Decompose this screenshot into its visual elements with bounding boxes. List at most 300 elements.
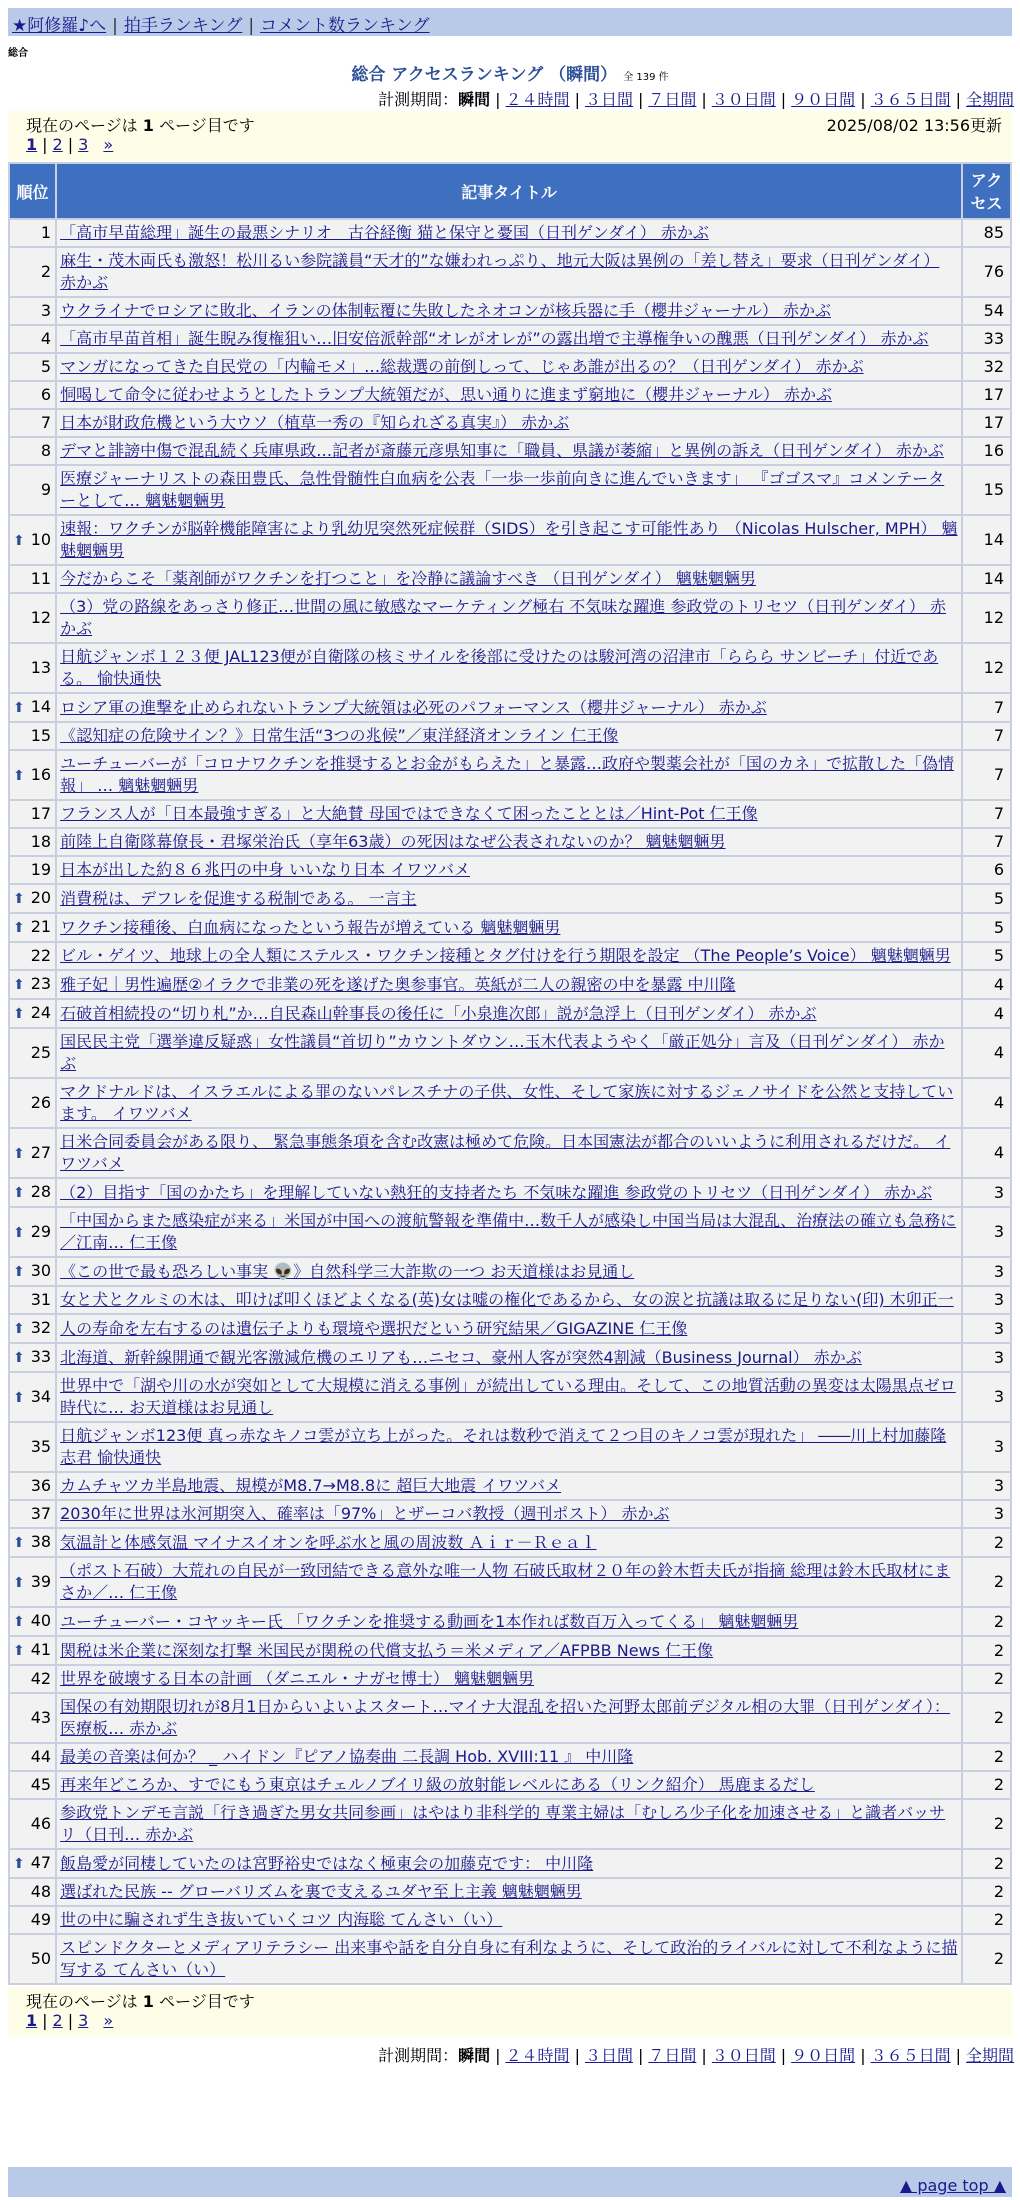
table-row	[10, 885, 1010, 912]
rank-number: 4	[40, 329, 52, 348]
rank-number: 9	[40, 480, 52, 499]
title-cell	[57, 1529, 961, 1556]
title-header: 記事タイトル	[57, 164, 961, 218]
table-row	[10, 751, 1010, 799]
title-cell	[57, 1179, 961, 1206]
table-row	[10, 1744, 1010, 1770]
table-row	[10, 248, 1010, 296]
page-title	[0, 60, 1020, 85]
page-status: 現在のページは 1 ページ目です	[26, 116, 255, 135]
access-count: 17	[963, 382, 1010, 408]
article-link[interactable]: 「中国からまた感染症が来る」米国が中国への渡航警報を準備中…数千人が感染し中国当局は大混乱、治療法の確立も急務に／江南… 仁王像	[60, 1211, 957, 1252]
period-link-all[interactable]: 全期間	[965, 90, 1014, 109]
table-row	[10, 829, 1010, 855]
article-link[interactable]: 消費税は、デフレを促進する税制である。 一言主	[60, 888, 417, 908]
rank-number: 25	[30, 1043, 52, 1062]
article-link[interactable]: 日航ジャンボ123便 真っ赤なキノコ雲が立ち上がった。それは数秒で消えて２つ目のキノコ雲が現れた」 ――川上村加藤隆志君 愉快通快	[60, 1426, 947, 1467]
rank-number: 48	[30, 1882, 52, 1901]
home-link[interactable]: ★阿修羅♪へ	[12, 16, 107, 36]
rank-cell	[10, 1907, 55, 1933]
article-link[interactable]: 《認知症の危険サイン？》日常生活“3つの兆候”／東洋経済オンライン 仁王像	[60, 726, 619, 745]
rank-number: 16	[30, 764, 52, 784]
rank-number: 34	[30, 1386, 52, 1406]
access-count: 7	[963, 723, 1010, 749]
title-cell	[57, 857, 961, 883]
up-arrow-icon: ⬆	[13, 1535, 25, 1551]
access-count: 2	[963, 1666, 1010, 1692]
rank-number: 33	[30, 1347, 52, 1366]
rank-cell	[10, 1558, 55, 1606]
title-cell	[57, 410, 961, 436]
period-link-7d[interactable]: ７日間	[648, 90, 697, 109]
title-cell	[57, 694, 961, 721]
rank-number: 45	[30, 1775, 52, 1794]
rank-number: 20	[30, 888, 52, 907]
article-link[interactable]: ワクチン接種後、白血病になったという報告が増えている 魑魅魍魎男	[60, 917, 561, 937]
access-count: 5	[963, 914, 1010, 941]
title-cell	[57, 723, 961, 749]
rank-cell	[10, 751, 55, 799]
title-cell	[57, 566, 961, 592]
rank-cell	[10, 1473, 55, 1499]
title-cell	[57, 438, 961, 464]
rank-cell	[10, 354, 55, 380]
rank-number: 10	[30, 529, 52, 549]
rank-number: 17	[30, 804, 52, 823]
access-count: 2	[963, 1772, 1010, 1798]
rank-number: 5	[40, 357, 52, 376]
access-count: 7	[963, 694, 1010, 721]
up-arrow-icon: ⬆	[13, 891, 25, 907]
period-link-3d[interactable]: ３日間	[584, 90, 633, 109]
page-link-2[interactable]: 2	[52, 2011, 63, 2030]
rank-cell	[10, 298, 55, 324]
up-arrow-icon: ⬆	[13, 1389, 25, 1406]
page-links: 1 | 2 | 3 »	[26, 135, 114, 154]
article-link[interactable]: 《この世で最も恐ろしい事実 👽》自然科学三大詐欺の一つ お天道様はお見通し	[60, 1261, 635, 1281]
rank-number: 37	[30, 1504, 52, 1523]
table-row	[10, 1879, 1010, 1905]
article-link[interactable]: 恫喝して命令に従わせようとしたトランプ大統領だが、思い通りに進まず窮地に（櫻井ジャーナル） 赤かぶ	[60, 385, 833, 404]
access-count: 2	[963, 1694, 1010, 1742]
table-row	[10, 1529, 1010, 1556]
access-count: 3	[963, 1501, 1010, 1527]
rank-number: 2	[40, 262, 52, 281]
rank-number: 18	[30, 832, 52, 851]
section-label: 総合	[8, 48, 28, 59]
rank-number: 36	[30, 1476, 52, 1495]
title-cell	[57, 1501, 961, 1527]
article-link[interactable]: 女と犬とクルミの木は、叩けば叩くほどよくなる(英)女は嘘の権化であるから、女の涙と抗議は取るに足りない(印) 木卯正一	[60, 1290, 954, 1309]
article-link[interactable]: 日本が出した約８６兆円の中身 いいなり日本 イワツバメ	[60, 860, 470, 879]
rank-cell	[10, 1637, 55, 1664]
rank-cell	[10, 1666, 55, 1692]
table-row	[10, 1907, 1010, 1933]
access-count: 32	[963, 354, 1010, 380]
rank-cell	[10, 1079, 55, 1127]
table-row	[10, 1501, 1010, 1527]
title-cell	[57, 1935, 961, 1983]
table-row	[10, 1000, 1010, 1027]
article-link[interactable]: 選ばれた民族 -- グローバリズムを裏で支えるユダヤ至上主義 魑魅魍魎男	[60, 1882, 582, 1901]
access-count: 85	[963, 220, 1010, 246]
table-row	[10, 914, 1010, 941]
table-row	[10, 354, 1010, 380]
table-row	[10, 1423, 1010, 1471]
article-link[interactable]: 国保の有効期限切れが8月1日からいよいよスタート…マイナ大混乱を招いた河野太郎前デジタル相の大罪（日刊ゲンダイ）：医療板… 赤かぶ	[60, 1697, 950, 1738]
page-top-link[interactable]: ▲ page top ▲	[899, 2176, 1006, 2195]
access-count: 2	[963, 1907, 1010, 1933]
table-row	[10, 1129, 1010, 1177]
article-link[interactable]: 雅子妃｜男性遍歴②イラクで非業の死を遂げた奥参事官。英紙が二人の親密の中を暴露 中川隆	[60, 974, 736, 994]
page-link-1[interactable]: 1	[26, 135, 38, 154]
article-link[interactable]: マンガになってきた自民党の「内輪モメ」…総裁選の前倒しって、じゃあ誰が出るの？（日刊ゲンダイ） 赤かぶ	[60, 357, 864, 376]
rank-cell	[10, 438, 55, 464]
title-cell	[57, 1800, 961, 1848]
title-cell	[57, 1423, 961, 1471]
clap-ranking-link[interactable]: 拍手ランキング	[123, 16, 243, 36]
title-cell	[57, 466, 961, 514]
article-link[interactable]: ビル・ゲイツ、地球上の全人類にステルス・ワクチン接種とタグ付けを行う期限を設定 （The People’s Voice） 魑魅魍魎男	[60, 946, 951, 965]
rank-number: 13	[30, 658, 52, 677]
table-row	[10, 971, 1010, 998]
period-link-all[interactable]: 全期間	[965, 2046, 1014, 2065]
article-link[interactable]: （ポスト石破）大荒れの自民が一致団結できる意外な唯一人物 石破氏取材２０年の鈴木哲夫氏が指摘 総理は鈴木氏取材にまさか／… 仁王像	[60, 1561, 951, 1602]
article-link[interactable]: ユーチューバーが「コロナワクチンを推奨するとお金がもらえた」と暴露…政府や製薬会社が「国のカネ」で拡散した「偽情報」 … 魑魅魍魎男	[60, 754, 955, 795]
access-count: 5	[963, 885, 1010, 912]
table-row	[10, 1666, 1010, 1692]
rank-number: 46	[30, 1814, 52, 1833]
up-arrow-icon: ⬆	[13, 700, 25, 716]
title-cell	[57, 1637, 961, 1664]
rank-number: 22	[30, 946, 52, 965]
title-cell	[57, 1208, 961, 1256]
access-count: 4	[963, 1129, 1010, 1177]
divider: |	[248, 16, 255, 36]
rank-number: 44	[30, 1747, 52, 1766]
access-count: 76	[963, 248, 1010, 296]
up-arrow-icon: ⬆	[13, 977, 25, 993]
footer-bar	[8, 2167, 1012, 2197]
pagination-box-top	[8, 111, 1012, 161]
article-link[interactable]: 麻生・茂木両氏も激怒！松川るい参院議員“天才的”な嫌われっぷり、地元大阪は異例の「差し替え」要求（日刊ゲンダイ） 赤かぶ	[60, 251, 940, 292]
up-arrow-icon: ⬆	[13, 1574, 25, 1591]
period-link-3d[interactable]: ３日間	[584, 2046, 633, 2065]
article-link[interactable]: 気温計と体感気温 マイナスイオンを呼ぶ水と風の周波数 Ａｉｒ－Ｒｅａｌ	[60, 1532, 597, 1552]
table-row	[10, 1772, 1010, 1798]
article-link[interactable]: 前陸上自衛隊幕僚長・君塚栄治氏（享年63歳）の死因はなぜ公表されないのか？ 魑魅魍魎男	[60, 832, 726, 851]
article-link[interactable]: スピンドクターとメディアリテラシー 出来事や話を自分自身に有利なように、そして政治的ライバルに対して不利なように描写する てんさい（い）	[60, 1938, 958, 1979]
period-link-30d[interactable]: ３０日間	[711, 2046, 776, 2065]
rank-number: 6	[40, 385, 52, 404]
rank-number: 1	[40, 223, 52, 242]
title-cell	[57, 971, 961, 998]
table-row	[10, 1344, 1010, 1371]
article-link[interactable]: （3）党の路線をあっさり修正…世間の風に敏感なマーケティング極右 不気味な躍進 参政党のトリセツ（日刊ゲンダイ） 赤かぶ	[60, 597, 947, 638]
article-link[interactable]: 石破首相続投の“切り札”か…自民森山幹事長の後任に「小泉進次郎」説が急浮上（日刊ゲンダイ） 赤かぶ	[60, 1003, 817, 1023]
article-link[interactable]: 世界中で「湖や川の水が突如として大規模に消える事例」が続出している理由。そして、この地質活動の異変は太陽黒点ゼロ時代に… お天道様はお見通し	[60, 1376, 956, 1417]
table-row	[10, 1208, 1010, 1256]
rank-cell	[10, 1208, 55, 1256]
rank-number: 49	[30, 1910, 52, 1929]
access-count: 3	[963, 1473, 1010, 1499]
up-arrow-icon: ⬆	[13, 1145, 25, 1162]
title-cell	[57, 1879, 961, 1905]
table-row	[10, 1029, 1010, 1077]
title-cell	[57, 1608, 961, 1635]
title-cell	[57, 1558, 961, 1606]
table-row	[10, 516, 1010, 564]
up-arrow-icon: ⬆	[13, 1264, 25, 1280]
title-cell	[57, 1666, 961, 1692]
period-link-30d[interactable]: ３０日間	[711, 90, 776, 109]
rank-number: 11	[30, 569, 52, 588]
access-count: 16	[963, 438, 1010, 464]
rank-cell	[10, 914, 55, 941]
rank-cell	[10, 1258, 55, 1285]
table-row	[10, 943, 1010, 969]
article-link[interactable]: （2）目指す「国のかたち」を理解していない熱狂的支持者たち 不気味な躍進 参政党のトリセツ（日刊ゲンダイ） 赤かぶ	[60, 1182, 933, 1202]
table-row	[10, 1608, 1010, 1635]
period-link-24h[interactable]: ２４時間	[505, 90, 570, 109]
rank-cell	[10, 1744, 55, 1770]
rank-cell	[10, 326, 55, 352]
rank-cell	[10, 943, 55, 969]
up-arrow-icon: ⬆	[13, 1350, 25, 1366]
table-row	[10, 1558, 1010, 1606]
title-cell	[57, 298, 961, 324]
page-link-2[interactable]: 2	[52, 135, 63, 154]
title-cell	[57, 1850, 961, 1877]
rank-cell	[10, 1501, 55, 1527]
rank-number: 31	[30, 1290, 52, 1309]
up-arrow-icon: ⬆	[13, 920, 25, 936]
rank-cell	[10, 1029, 55, 1077]
period-selector-bottom: 計測期間：瞬間 | ２４時間 | ３日間 | ７日間 | ３０日間 | ９０日間 | ３６５日間 | 全期間	[378, 2046, 1014, 2065]
article-link[interactable]: 再来年どころか、すでにもう東京はチェルノブイリ級の放射能レベルにある（リンク紹介） 馬鹿まるだし	[60, 1775, 815, 1794]
access-count: 2	[963, 1608, 1010, 1635]
article-link[interactable]: 世界を破壊する日本の計画 （ダニエル・ナガセ博士） 魑魅魍魎男	[60, 1669, 534, 1688]
access-count: 6	[963, 857, 1010, 883]
access-count: 3	[963, 1315, 1010, 1342]
article-link[interactable]: 参政党トンデモ言説「行き過ぎた男女共同参画」はやはり非科学的 専業主婦は「むしろ少子化を加速させる」と識者バッサリ（日刊… 赤かぶ	[60, 1803, 946, 1844]
rank-number: 41	[30, 1640, 52, 1659]
table-row	[10, 1258, 1010, 1285]
rank-cell	[10, 1373, 55, 1421]
title-cell	[57, 1287, 961, 1313]
rank-cell	[10, 1772, 55, 1798]
access-count: 2	[963, 1935, 1010, 1983]
table-row	[10, 1850, 1010, 1877]
access-count: 14	[963, 566, 1010, 592]
rank-cell	[10, 1423, 55, 1471]
table-row	[10, 466, 1010, 514]
rank-cell	[10, 566, 55, 592]
title-cell	[57, 1344, 961, 1371]
article-link[interactable]: 日本が財政危機という大ウソ（植草一秀の『知られざる真実』） 赤かぶ	[60, 413, 570, 432]
rank-number: 30	[30, 1261, 52, 1280]
rank-cell	[10, 644, 55, 692]
period-link-90d[interactable]: ９０日間	[791, 2046, 856, 2065]
table-row	[10, 382, 1010, 408]
up-arrow-icon: ⬆	[13, 1224, 25, 1241]
rank-number: 21	[30, 917, 52, 936]
page-link-1[interactable]: 1	[26, 2011, 38, 2030]
page-links: 1 | 2 | 3 »	[26, 2011, 114, 2030]
up-arrow-icon: ⬆	[13, 532, 25, 549]
title-cell	[57, 801, 961, 827]
article-link[interactable]: 「高市早苗首相」誕生睨み復権狙い…旧安倍派幹部“オレがオレが”の露出増で主導権争いの醜悪（日刊ゲンダイ） 赤かぶ	[60, 329, 929, 348]
table-row	[10, 1800, 1010, 1848]
article-link[interactable]: カムチャツカ半島地震、規模がM8.7→M8.8に 超巨大地震 イワツバメ	[60, 1476, 562, 1495]
article-link[interactable]: 世の中に騙されず生き抜いていくコツ 内海聡 てんさい（い）	[60, 1910, 503, 1929]
access-count: 5	[963, 943, 1010, 969]
rank-cell	[10, 1800, 55, 1848]
rank-cell	[10, 1179, 55, 1206]
title-cell	[57, 1772, 961, 1798]
rank-cell	[10, 885, 55, 912]
period-link-365d[interactable]: ３６５日間	[870, 90, 951, 109]
table-row	[10, 298, 1010, 324]
table-row	[10, 566, 1010, 592]
up-arrow-icon: ⬆	[13, 1643, 25, 1659]
next-page-link[interactable]: »	[103, 135, 114, 154]
article-link[interactable]: デマと誹謗中傷で混乱続く兵庫県政…記者が斎藤元彦県知事に「職員、県議が萎縮」と異例の訴え（日刊ゲンダイ） 赤かぶ	[60, 441, 944, 460]
page-link-3[interactable]: 3	[78, 2011, 89, 2030]
up-arrow-icon: ⬆	[13, 1321, 25, 1337]
rank-number: 19	[30, 860, 52, 879]
article-link[interactable]: マクドナルドは、イスラエルによる罪のないパレスチナの子供、女性、そして家族に対するジェノサイドを公然と支持しています。 イワツバメ	[60, 1082, 954, 1123]
table-row	[10, 1694, 1010, 1742]
table-row	[10, 594, 1010, 642]
rank-cell	[10, 1879, 55, 1905]
rank-cell	[10, 382, 55, 408]
access-count: 2	[963, 1879, 1010, 1905]
up-arrow-icon: ⬆	[13, 1006, 25, 1022]
title-cell	[57, 914, 961, 941]
article-link[interactable]: 飯島愛が同棲していたのは宮野裕史ではなく極東会の加藤克です： 中川隆	[60, 1853, 594, 1873]
page-link-3[interactable]: 3	[78, 135, 89, 154]
table-row	[10, 1079, 1010, 1127]
article-link[interactable]: 人の寿命を左右するのは遺伝子よりも環境や選択だという研究結果／GIGAZINE 仁王像	[60, 1318, 688, 1338]
rank-number: 15	[30, 726, 52, 745]
title-cell	[57, 1694, 961, 1742]
period-link-365d[interactable]: ３６５日間	[870, 2046, 951, 2065]
article-link[interactable]: 2030年に世界は氷河期突入、確率は「97%」とザーコバ教授（週刊ポスト） 赤かぶ	[60, 1504, 670, 1523]
rank-cell	[10, 1694, 55, 1742]
access-count: 3	[963, 1179, 1010, 1206]
rank-cell	[10, 1129, 55, 1177]
article-link[interactable]: ウクライナでロシアに敗北、イランの体制転覆に失敗したネオコンが核兵器に手（櫻井ジャーナル） 赤かぶ	[60, 301, 831, 320]
rank-number: 24	[30, 1003, 52, 1022]
rank-number: 23	[30, 974, 52, 993]
title-cell	[57, 1473, 961, 1499]
title-cell	[57, 1079, 961, 1127]
comment-ranking-link[interactable]: コメント数ランキング	[260, 16, 430, 36]
period-link-24h[interactable]: ２４時間	[505, 2046, 570, 2065]
table-row	[10, 694, 1010, 721]
title-cell	[57, 248, 961, 296]
title-cell	[57, 516, 961, 564]
table-row	[10, 1373, 1010, 1421]
article-link[interactable]: 医療ジャーナリストの森田豊氏、急性骨髄性白血病を公表「一歩一歩前向きに進んでいきます」 『ゴゴスマ』コメンテーターとして… 魑魅魍魎男	[60, 469, 945, 510]
rank-number: 29	[30, 1221, 52, 1241]
article-link[interactable]: 「高市早苗総理」誕生の最悪シナリオ 古谷経衡 猫と保守と憂国（日刊ゲンダイ） 赤かぶ	[60, 223, 709, 242]
up-arrow-icon: ⬆	[13, 1185, 25, 1201]
title-cell	[57, 943, 961, 969]
rank-number: 26	[30, 1093, 52, 1112]
table-row	[10, 1315, 1010, 1342]
article-link[interactable]: 国民民主党「選挙違反疑惑」女性議員“首切り”カウントダウン…玉木代表ようやく「厳正処分」言及（日刊ゲンダイ） 赤かぶ	[60, 1032, 945, 1073]
rank-cell	[10, 594, 55, 642]
access-count: 7	[963, 829, 1010, 855]
article-link[interactable]: 速報：ワクチンが脳幹機能障害により乳幼児突然死症候群（SIDS）を引き起こす可能性あり （Nicolas Hulscher, MPH） 魑魅魍魎男	[60, 519, 958, 560]
title-cell	[57, 1258, 961, 1285]
access-count: 14	[963, 516, 1010, 564]
rank-cell	[10, 1315, 55, 1342]
table-row	[10, 1473, 1010, 1499]
access-count: 3	[963, 1423, 1010, 1471]
rank-cell	[10, 516, 55, 564]
article-link[interactable]: 日航ジャンボ１２３便 JAL123便が自衛隊の核ミサイルを後部に受けたのは駿河湾の沼津市「ららら サンビーチ」付近である。 愉快通快	[60, 647, 939, 688]
title-cell	[57, 1744, 961, 1770]
article-link[interactable]: ロシア軍の進撃を止められないトランプ大統領は必死のパフォーマンス（櫻井ジャーナル） 赤かぶ	[60, 697, 767, 717]
article-link[interactable]: 北海道、新幹線開通で観光客激減危機のエリアも…ニセコ、豪州人客が突然4割減（Business Journal） 赤かぶ	[60, 1347, 862, 1367]
access-count: 3	[963, 1287, 1010, 1313]
rank-cell	[10, 694, 55, 721]
rank-number: 7	[40, 413, 52, 432]
title-cell	[57, 1373, 961, 1421]
rank-cell	[10, 220, 55, 246]
title-cell	[57, 354, 961, 380]
rank-cell	[10, 1935, 55, 1983]
period-current: 瞬間	[458, 90, 491, 109]
table-row	[10, 723, 1010, 749]
divider: |	[112, 16, 118, 36]
access-count: 3	[963, 1208, 1010, 1256]
article-link[interactable]: 関税は米企業に深刻な打撃 米国民が関税の代償支払う＝米メディア／AFPBB News 仁王像	[60, 1640, 714, 1660]
rank-cell	[10, 1000, 55, 1027]
table-row	[10, 1287, 1010, 1313]
table-row	[10, 857, 1010, 883]
rank-number: 43	[30, 1708, 52, 1727]
rank-number: 12	[30, 608, 52, 627]
period-link-90d[interactable]: ９０日間	[791, 90, 856, 109]
article-link[interactable]: 日米合同委員会がある限り、 緊急事態条項を含む改憲は極めて危険。日本国憲法が都合のいいように利用されるだけだ。 イワツバメ	[60, 1132, 951, 1173]
next-page-link[interactable]: »	[103, 2011, 114, 2030]
table-row	[10, 220, 1010, 246]
access-count: 2	[963, 1558, 1010, 1606]
access-count: 12	[963, 644, 1010, 692]
rank-cell	[10, 801, 55, 827]
access-count: 4	[963, 1079, 1010, 1127]
article-link[interactable]: ユーチューバー・コヤッキー氏 「ワクチンを推奨する動画を1本作れば数百万入ってくる」 魑魅魍魎男	[60, 1611, 799, 1631]
title-cell	[57, 829, 961, 855]
rank-cell	[10, 410, 55, 436]
rank-cell	[10, 248, 55, 296]
access-count: 15	[963, 466, 1010, 514]
rank-cell	[10, 723, 55, 749]
article-link[interactable]: 今だからこそ「薬剤師がワクチンを打つこと」を冷静に議論すべき （日刊ゲンダイ） 魑魅魍魎男	[60, 569, 756, 588]
rank-number: 28	[30, 1182, 52, 1201]
rank-cell	[10, 1529, 55, 1556]
article-link[interactable]: 最美の音楽は何か？ _ ハイドン『ピアノ協奏曲 二長調 Hob. XVIII:11 』 中川隆	[60, 1747, 634, 1766]
title-cell	[57, 1315, 961, 1342]
title-cell	[57, 644, 961, 692]
table-row	[10, 410, 1010, 436]
article-link[interactable]: フランス人が「日本最強すぎる」と大絶賛 母国ではできなくて困ったこととは／Hint-Pot 仁王像	[60, 804, 758, 823]
period-link-7d[interactable]: ７日間	[648, 2046, 697, 2065]
